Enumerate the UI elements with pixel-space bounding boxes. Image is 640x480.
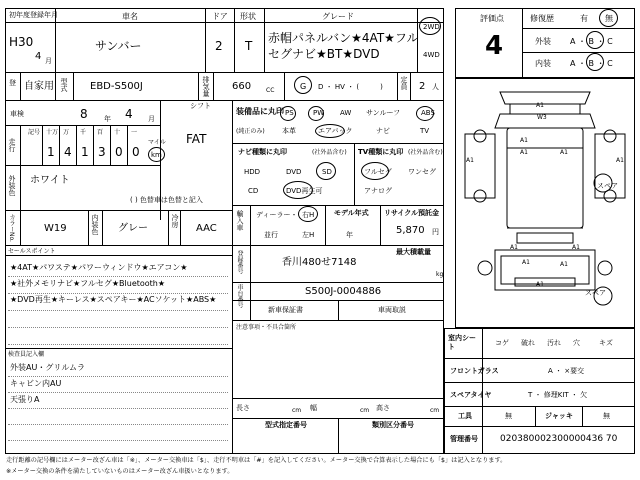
model-year-label: モデル年式 [334, 209, 369, 217]
handle-right: 右H [302, 211, 315, 219]
mileage-label: 走行 [8, 138, 16, 152]
inspection-year: 8 [80, 107, 88, 121]
jack-value: 無 [603, 412, 610, 420]
mileage-digit: 4 [64, 145, 72, 159]
use-label: 自家用 [24, 81, 54, 92]
max-load-label: 最大積載量 [396, 248, 431, 256]
equipment-item: TV [420, 127, 430, 135]
cc-unit: CC [266, 87, 275, 94]
model-year-unit: 年 [346, 231, 353, 239]
inspector-note-line: 天張りA [10, 395, 40, 404]
footer-line-2: ※メーター交換の条件を満たしていないものはメーター改ざん車扱いとなります。 [6, 468, 234, 475]
height-unit: cm [430, 407, 440, 414]
tv-analog: アナログ [364, 187, 392, 195]
inspector-note-line: キャビン内AU [10, 379, 62, 388]
capacity-label: 定員 [400, 76, 408, 90]
rule-line [76, 125, 77, 165]
km-unit: km [151, 151, 162, 159]
mileage-digit: 1 [81, 145, 89, 159]
reg-month-unit: 月 [45, 57, 52, 65]
mileage-digit: 0 [132, 145, 140, 159]
int-grade-circle [586, 53, 604, 71]
drive-2wd: 2WD [423, 23, 440, 31]
seat-label: 室内シート [448, 334, 476, 352]
reg-year: H30 [9, 35, 34, 49]
score-value: 4 [485, 31, 504, 61]
body-label: 形状 [240, 12, 256, 21]
import-parallel: 並行 [264, 231, 278, 239]
equipment-item: ABS [421, 109, 435, 117]
equipment-item: AW [340, 109, 352, 117]
ac-label: 冷房 [171, 214, 179, 228]
tv-fullseg-circle [361, 162, 389, 180]
grade-line-1: 赤帽パネルバン★4AT★フル [268, 31, 419, 45]
import-dealer: ディーラー・ [256, 211, 298, 219]
model-code: EBD-S500J [90, 81, 143, 92]
nav-dvd-play: DVD再生可 [286, 187, 323, 195]
recycle-value: 5,870 [396, 225, 425, 236]
doors-label: ドア [212, 12, 228, 21]
mileage-number-label: 記号 [28, 129, 41, 136]
ruled-line [8, 276, 228, 277]
recycle-label: リサイクル預託金 [384, 209, 440, 217]
diagram-label: A1 [536, 281, 544, 288]
ruled-line [8, 293, 228, 294]
shift-label: シフト [190, 102, 211, 110]
handle-left: 左H [302, 231, 315, 239]
seat-damage-item: 破れ [521, 339, 535, 347]
footer-line-1: 走行距離の記号欄にはメーター改ざん車は「※」、メーター交換車は「$」、走行不明車は「#」を記入してください。メーター交換で合算表示した場合にも「$」は記入となります。 [6, 457, 507, 464]
mileage-digit-label: 十 [114, 129, 121, 136]
max-load-unit: kg [436, 271, 444, 278]
reg-type-mark: 登 [9, 79, 16, 87]
reg-year-label: 初年度登録年月 [9, 11, 58, 19]
inspection-label: 車検 [10, 110, 24, 118]
jack-label: ジャッキ [545, 412, 573, 420]
inspector-note-line: 外装AU・グリルムラ [10, 363, 86, 372]
km-unit-circle [148, 147, 165, 162]
ext-grade-circle [586, 31, 604, 49]
mileage-digit-label: 十万 [46, 129, 59, 136]
rule-line [93, 125, 94, 165]
ext-label: 外装 [535, 37, 551, 46]
mgmt-number: 020380002300000436 70 [500, 434, 618, 444]
class-no-label: 類別区分番号 [372, 421, 414, 429]
rule-line [59, 125, 60, 165]
equipment-item: 本革 [282, 127, 296, 135]
ruled-line [8, 310, 228, 311]
ruled-line [8, 408, 228, 409]
equipment-item: PS [285, 109, 294, 117]
nav-dvd: DVD [286, 168, 302, 176]
equipment-item: エアバック [318, 127, 353, 135]
diagram-label: A1 [520, 137, 528, 144]
width-label: 幅 [310, 404, 317, 412]
tools-value: 無 [505, 412, 512, 420]
diagram-label: W3 [537, 114, 547, 121]
diagram-label: A1 [466, 157, 474, 164]
nav-label: ナビ種類に丸印 [238, 148, 287, 156]
ruled-line [8, 424, 228, 425]
length-label: 長さ [236, 404, 250, 412]
ps-circle [280, 106, 296, 121]
int-grades: A ・ B ・ C [570, 59, 613, 68]
diagram-spare-2: スペア [585, 289, 606, 297]
notes-label: 注意事項・不具合箇所 [236, 324, 297, 331]
nav-hdd: HDD [244, 168, 261, 176]
spare-tire-value: T ・ 修理KIT ・ 欠 [528, 391, 588, 399]
nav-sub: (社外品含む) [312, 149, 347, 156]
import-label: 輸入車 [236, 210, 244, 231]
equipment-item: PW [313, 109, 325, 117]
body-type: T [245, 39, 253, 53]
mileage-digit-label: 万 [63, 129, 70, 136]
length-unit: cm [292, 407, 302, 414]
fuel-circle [294, 76, 312, 94]
diagram-spare-1: スペア [597, 182, 618, 190]
rule-line [42, 125, 43, 165]
mileage-digit-label: 千 [80, 129, 87, 136]
warranty-label: 新車保証書 [268, 306, 303, 314]
seat-damage-item: 穴 [573, 339, 580, 347]
pw-circle [308, 106, 324, 121]
tv-sub: (社外品含む) [408, 149, 443, 156]
chassis-label: 車台番号 [236, 284, 243, 308]
ruled-line [8, 440, 228, 441]
drive-2wd-circle [419, 17, 441, 35]
reg-month: 4 [35, 51, 42, 62]
diagram-label: A1 [616, 157, 624, 164]
color-label: 外装色 [8, 175, 16, 196]
tools-label: 工具 [458, 412, 472, 420]
ruled-line [8, 376, 228, 377]
equipment-label: 装備品に丸印 [236, 107, 284, 116]
capacity: 2 [419, 81, 426, 92]
int-label: 内装 [535, 59, 551, 68]
condition-label: 修復歴 [530, 14, 554, 23]
inspector-label: 検査員記入欄 [8, 351, 45, 358]
tv-oneseg: ワンセグ [408, 168, 436, 176]
seat-damage-item: 汚れ [547, 339, 561, 347]
shift-value: FAT [186, 132, 207, 146]
condition-yes: 有 [580, 14, 588, 23]
ruled-line [8, 327, 228, 328]
exterior-color: ホワイト [30, 175, 70, 186]
score-label: 評価点 [480, 14, 504, 23]
color-code-label: カラーNo. [8, 214, 15, 242]
mile-unit: マイル [148, 139, 166, 146]
diagram-label: A1 [522, 259, 530, 266]
capacity-unit: 人 [432, 83, 439, 91]
glass-label: フロントガラス [450, 367, 499, 375]
ac-value: AAC [196, 223, 217, 234]
equipment-item: サンルーフ [366, 109, 401, 117]
diagram-label: A1 [520, 149, 528, 156]
nav-cd: CD [248, 187, 259, 195]
main-frame [5, 8, 444, 454]
mileage-digit-label: 一 [131, 129, 138, 136]
selling-point-line: ★社外メモリナビ★フルセグ★Bluetooth★ [10, 279, 166, 288]
selling-point-line: ★DVD再生★キーレス★スペアキー★ACソケット★ABS★ [10, 295, 217, 304]
nav-sd-circle [316, 162, 336, 180]
ruled-line [8, 344, 228, 345]
equipment-item: ナビ [376, 127, 390, 135]
color-code: W19 [44, 223, 67, 234]
seat-damage-item: コゲ [495, 339, 509, 347]
condition-no-circle [599, 9, 618, 27]
recycle-yen: 円 [432, 228, 439, 236]
car-name: サンバー [95, 39, 142, 53]
car-name-label: 車名 [122, 12, 138, 21]
registration-label: 登録番号 [236, 250, 243, 274]
mileage-digit: 1 [47, 145, 55, 159]
mgmt-label: 管理番号 [450, 435, 478, 443]
grade-line-2: セグナビ★BT★DVD [268, 47, 380, 61]
int-color-label: 内装色 [91, 214, 99, 235]
airbag-circle [315, 124, 345, 138]
abs-circle [416, 106, 434, 121]
selling-points-label: セールスポイント [8, 248, 56, 255]
rule-line [110, 125, 111, 165]
interior-color: グレー [118, 223, 148, 234]
equipment-sub: (純正のみ) [236, 128, 265, 135]
ext-grades: A ・ B ・ C [570, 37, 613, 46]
displacement: 660 [232, 81, 252, 92]
glass-value: A ・ ×要交 [548, 367, 585, 375]
inspection-year-unit: 年 [104, 115, 111, 123]
diagram-label: A1 [560, 261, 568, 268]
nav-dvd-play-circle [283, 181, 313, 199]
tv-fullseg: フルセグ [364, 168, 392, 176]
color-note: ( ) 色替車は色替と記入 [130, 196, 203, 204]
inspection-month-unit: 月 [148, 115, 155, 123]
diagram-label: A1 [536, 102, 544, 109]
height-label: 高さ [376, 404, 390, 412]
fuel-options: D ・ HV ・ ( ) [318, 83, 383, 91]
selling-point-line: ★4AT★パワステ★パワーウィンドウ★エアコン★ [10, 263, 188, 272]
inspection-month: 4 [125, 107, 133, 121]
tv-label: TV種類に丸印 [358, 148, 404, 156]
drive-4wd: 4WD [423, 51, 440, 59]
diagram-label: A1 [572, 244, 580, 251]
fuel-selected: G [300, 82, 307, 91]
manual-label: 車両取説 [378, 306, 406, 314]
model-label: 型式 [60, 78, 68, 92]
condition-no: 無 [605, 14, 613, 23]
nav-sd: SD [322, 168, 332, 176]
width-unit: cm [360, 407, 370, 414]
ruled-line [8, 392, 228, 393]
handle-right-circle [298, 206, 318, 222]
displacement-label: 排気量 [202, 76, 210, 97]
seat-damage-item: キズ [599, 339, 613, 347]
chassis-number: S500J-0004886 [305, 286, 382, 297]
diagram-label: A1 [560, 149, 568, 156]
registration-number: 香川480せ7148 [282, 257, 357, 268]
spare-tire-label: スペアタイヤ [450, 391, 492, 399]
doors: 2 [215, 39, 223, 53]
diagram-label: A1 [510, 244, 518, 251]
grade-label: グレード [322, 12, 354, 21]
type-no-label: 型式指定番号 [265, 421, 307, 429]
mileage-digit: 0 [115, 145, 123, 159]
mileage-digit-label: 百 [97, 129, 104, 136]
rule-line [127, 125, 128, 165]
mileage-digit: 3 [98, 145, 106, 159]
